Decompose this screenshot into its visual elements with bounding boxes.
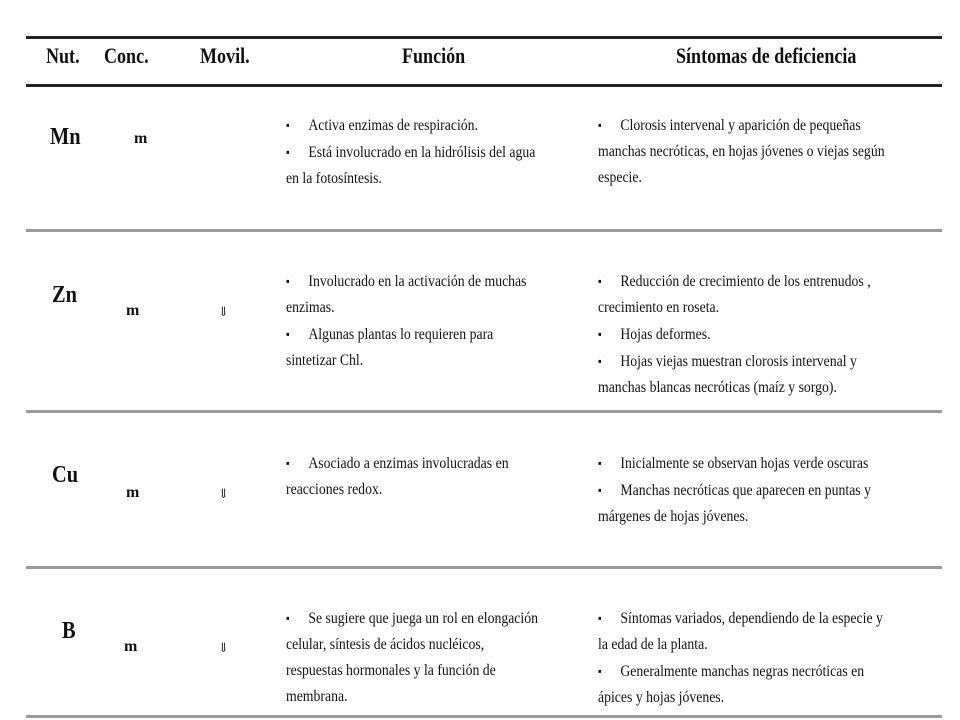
row-mn-nutrient: Mn: [50, 124, 81, 150]
bullet-icon: ▪: [598, 118, 602, 132]
header-conc: Conc.: [104, 43, 149, 68]
row-zn-mobility-icon: ⇓: [218, 304, 229, 319]
row-cu-sintomas: ▪ Inicialmente se observan hojas verde oscuras ▪ Manchas necróticas que aparecen en puntas y márgenes de hojas jóvenes.: [598, 450, 871, 530]
bullet-icon: ▪: [286, 118, 290, 132]
header-funcion: Función: [402, 43, 466, 68]
row-zn-funcion: ▪ Involucrado en la activación de muchas enzimas. ▪ Algunas plantas lo requieren para sintetizar Chl.: [286, 268, 527, 374]
row-mn-concentration: m: [134, 130, 148, 147]
header-movil: Movil.: [200, 43, 250, 68]
row-cu-funcion: ▪ Asociado a enzimas involucradas en reacciones redox.: [286, 450, 509, 503]
bullet-icon: ▪: [598, 611, 602, 625]
bullet-icon: ▪: [598, 327, 602, 341]
row-zn-sintomas: ▪ Reducción de crecimiento de los entrenudos , crecimiento en roseta. ▪ Hojas deformes. ▪ Hojas viejas muestran clorosis intervenal y manchas blancas necróticas (maíz y sorgo).: [598, 268, 871, 401]
row-b-nutrient: B: [62, 618, 76, 644]
row-cu-mobility-icon: ⇓: [218, 486, 229, 501]
header-sintomas: Síntomas de deficiencia: [676, 43, 857, 68]
header-top-rule: [26, 36, 942, 39]
row-zn-concentration: m: [126, 302, 140, 319]
bullet-icon: ▪: [286, 456, 290, 470]
row-zn-nutrient: Zn: [52, 282, 77, 308]
bullet-icon: ▪: [598, 354, 602, 368]
bullet-icon: ▪: [598, 664, 602, 678]
bullet-icon: ▪: [286, 611, 290, 625]
row-b-mobility-icon: ⇓: [218, 640, 229, 655]
row-b-sintomas: ▪ Síntomas variados, dependiendo de la especie y la edad de la planta. ▪ Generalmente manchas negras necróticas en ápices y hojas jóvenes.: [598, 605, 883, 711]
bullet-icon: ▪: [286, 327, 290, 341]
bullet-icon: ▪: [598, 456, 602, 470]
row-mn-sintomas: ▪ Clorosis intervenal y aparición de pequeñas manchas necróticas, en hojas jóvenes o viejas según especie.: [598, 112, 885, 191]
bullet-icon: ▪: [286, 274, 290, 288]
bullet-icon: ▪: [598, 483, 602, 497]
row-mn-funcion: ▪ Activa enzimas de respiración. ▪ Está involucrado en la hidrólisis del agua en la fotosíntesis.: [286, 112, 535, 192]
row-cu-nutrient: Cu: [52, 462, 79, 488]
header-bottom-rule: [26, 84, 942, 87]
row-b-concentration: m: [124, 638, 138, 655]
row-divider: [26, 566, 942, 569]
header-nut: Nut.: [46, 43, 80, 68]
row-cu-concentration: m: [126, 484, 140, 501]
row-b-funcion: ▪ Se sugiere que juega un rol en elongación celular, síntesis de ácidos nucléicos, respuestas hormonales y la función de membrana.: [286, 605, 538, 710]
bullet-icon: ▪: [286, 145, 290, 159]
row-divider: [26, 229, 942, 232]
row-divider: [26, 410, 942, 413]
bullet-icon: ▪: [598, 274, 602, 288]
row-divider: [26, 715, 942, 718]
